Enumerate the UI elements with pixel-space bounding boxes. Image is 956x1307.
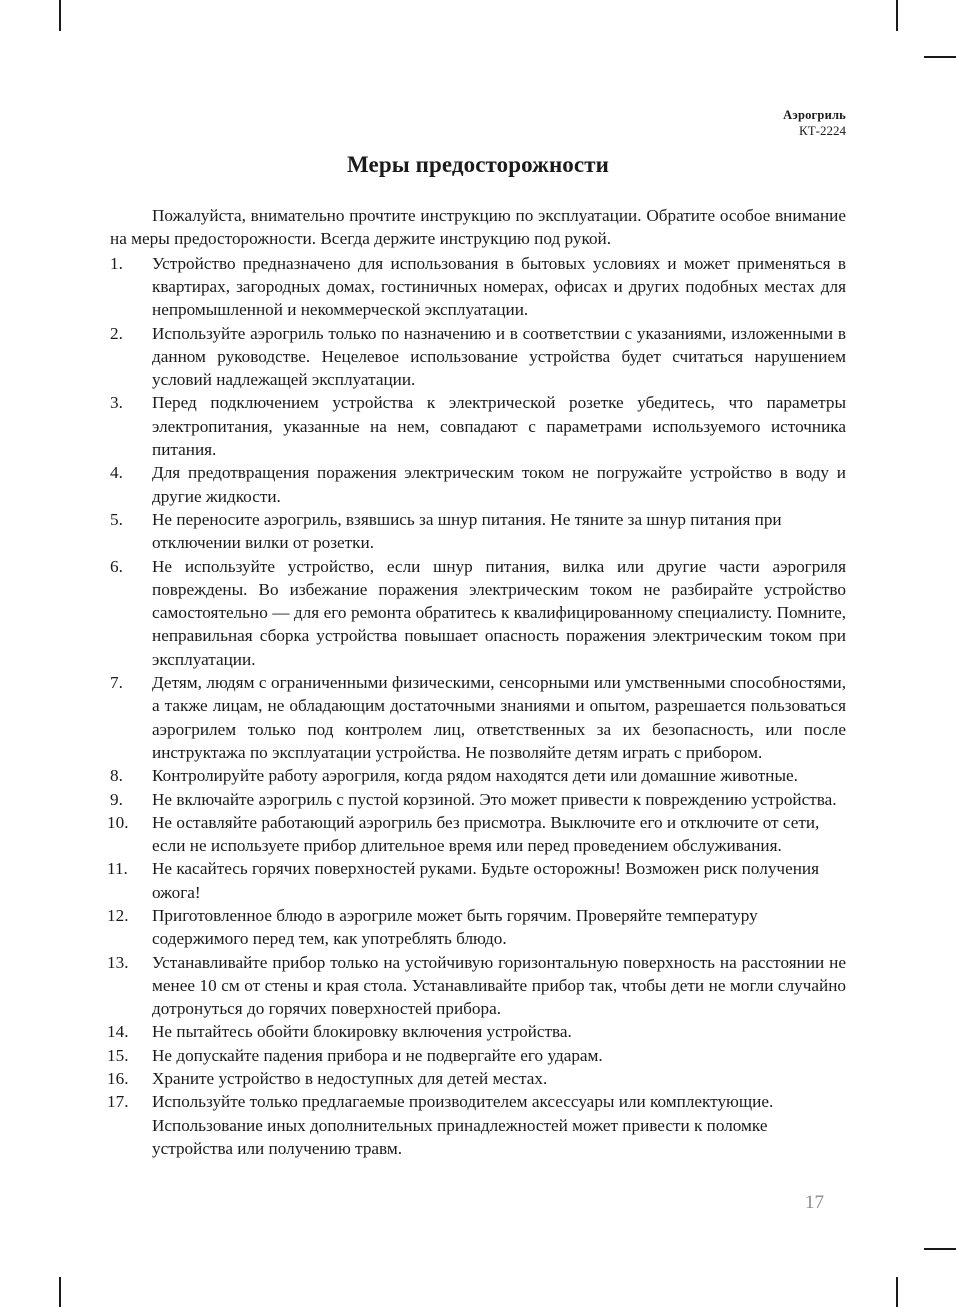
list-item-text: Не переносите аэрогриль, взявшись за шнур питания. Не тяните за шнур питания при отключении вилки от розетки.	[152, 509, 782, 553]
crop-mark-bottom-right-vertical	[896, 1277, 898, 1307]
model-number: КТ-2224	[799, 122, 846, 138]
list-item-number: 6.	[110, 556, 123, 576]
list-item-number: 4.	[110, 463, 123, 483]
list-item-number: 1.	[110, 253, 123, 273]
list-item-text: Используйте только предлагаемые производителем аксессуары или комплектующие. Использование иных дополнительных принадлежностей может привести к поломке устройства или получению травм.	[152, 1092, 774, 1158]
list-item-text: Устройство предназначено для использования в бытовых условиях и может применяться в квартирах, загородных домах, гостиничных номерах, офисах и других подобных местах для непромышленной и некоммерческой эксплуатации.	[152, 253, 846, 320]
list-item	[110, 252, 846, 322]
crop-mark-bottom-right-horizontal	[924, 1248, 956, 1250]
list-item-number: 9.	[110, 789, 123, 809]
product-name: Аэрогриль	[783, 108, 846, 122]
list-item-text: Не используйте устройство, если шнур питания, вилка или другие части аэрогриля повреждены. Во избежание поражения электрическим током не разбирайте устройство самостоятельно — для его ремонта обратитесь к квалифицированному специалисту. Помните, неправильная сборка устройства повышает опасность поражения электрическим током при эксплуатации.	[152, 556, 846, 669]
list-item-number: 16.	[107, 1069, 129, 1089]
list-item-text: Не допускайте падения прибора и не подвергайте его ударам.	[152, 1045, 603, 1065]
list-item	[110, 322, 846, 392]
list-item-number: 2.	[110, 323, 123, 343]
list-item-number: 17.	[107, 1092, 129, 1112]
page-title: Меры предосторожности	[347, 152, 609, 178]
list-item-number: 3.	[110, 393, 123, 413]
list-item	[110, 461, 846, 508]
list-item-number: 8.	[110, 766, 123, 786]
list-item-text: Не включайте аэрогриль с пустой корзиной. Это может привести к повреждению устройства.	[152, 789, 837, 809]
list-item	[110, 764, 846, 787]
intro-paragraph: Пожалуйста, внимательно прочтите инструкцию по эксплуатации. Обратите особое внимание на меры предосторожности. Всегда держите инструкцию под рукой.	[110, 206, 846, 249]
list-item-text: Для предотвращения поражения электрическим током не погружайте устройство в воду и другие жидкости.	[152, 463, 846, 506]
crop-mark-bottom-left	[59, 1277, 61, 1307]
list-item-text: Контролируйте работу аэрогриля, когда рядом находятся дети или домашние животные.	[152, 766, 798, 786]
list-item-number: 15.	[107, 1045, 129, 1065]
list-item	[107, 1044, 846, 1067]
list-item	[107, 857, 846, 904]
list-item	[110, 508, 846, 555]
list-item-number: 12.	[107, 905, 129, 925]
list-item-text: Устанавливайте прибор только на устойчивую горизонтальную поверхность на расстоянии не менее 10 см от стены и края стола. Устанавливайте прибор так, чтобы дети не могли случайно дотронуться до горячих поверхностей прибора.	[152, 952, 846, 1019]
list-item-text: Перед подключением устройства к электрической розетке убедитесь, что параметры электропитания, указанные на нем, совпадают с параметрами используемого источника питания.	[152, 393, 846, 460]
list-item-text: Используйте аэрогриль только по назначению и в соответствии с указаниями, изложенными в данном руководстве. Нецелевое использование устройства будет считаться нарушением условий надлежащей эксплуатации.	[152, 323, 846, 390]
list-item-text: Детям, людям с ограниченными физическими, сенсорными или умственными способностями, а также лицам, не обладающим достаточными знаниями и опытом, разрешается пользоваться аэрогрилем только под контролем лиц, ответственных за их безопасность, или после инструктажа по эксплуатации устройства. Не позволяйте детям играть с прибором.	[152, 673, 846, 762]
list-item	[107, 1067, 846, 1090]
list-item-text: Храните устройство в недоступных для детей местах.	[152, 1069, 548, 1089]
list-item	[110, 788, 846, 811]
list-item-number: 10.	[107, 812, 129, 832]
list-item	[110, 671, 846, 764]
list-item	[107, 904, 846, 951]
crop-mark-top-right-horizontal	[924, 56, 956, 58]
list-item	[110, 391, 846, 461]
list-item	[107, 1090, 846, 1160]
list-item-text: Приготовленное блюдо в аэрогриле может быть горячим. Проверяйте температуру содержимого перед тем, как употреблять блюдо.	[152, 905, 758, 949]
crop-mark-top-right-vertical	[896, 0, 898, 31]
list-item	[107, 811, 846, 858]
list-item-number: 7.	[110, 673, 123, 693]
running-header	[110, 108, 846, 138]
safety-rules-list	[107, 252, 846, 1161]
list-item-text: Не пытайтесь обойти блокировку включения устройства.	[152, 1022, 572, 1042]
list-item	[110, 555, 846, 671]
list-item-number: 14.	[107, 1022, 129, 1042]
page-number: 17	[805, 1192, 824, 1213]
list-item	[107, 1020, 846, 1043]
list-item-number: 5.	[110, 509, 123, 529]
list-item-number: 11.	[107, 859, 128, 879]
list-item-text: Не оставляйте работающий аэрогриль без присмотра. Выключите его и отключите от сети, если не используете прибор длительное время или перед проведением обслуживания.	[152, 812, 820, 856]
list-item-text: Не касайтесь горячих поверхностей руками. Будьте осторожны! Возможен риск получения ожога!	[152, 859, 819, 902]
page-content	[107, 108, 846, 1160]
list-item-number: 13.	[107, 952, 129, 972]
list-item	[107, 951, 846, 1021]
crop-mark-top-left	[59, 0, 61, 31]
